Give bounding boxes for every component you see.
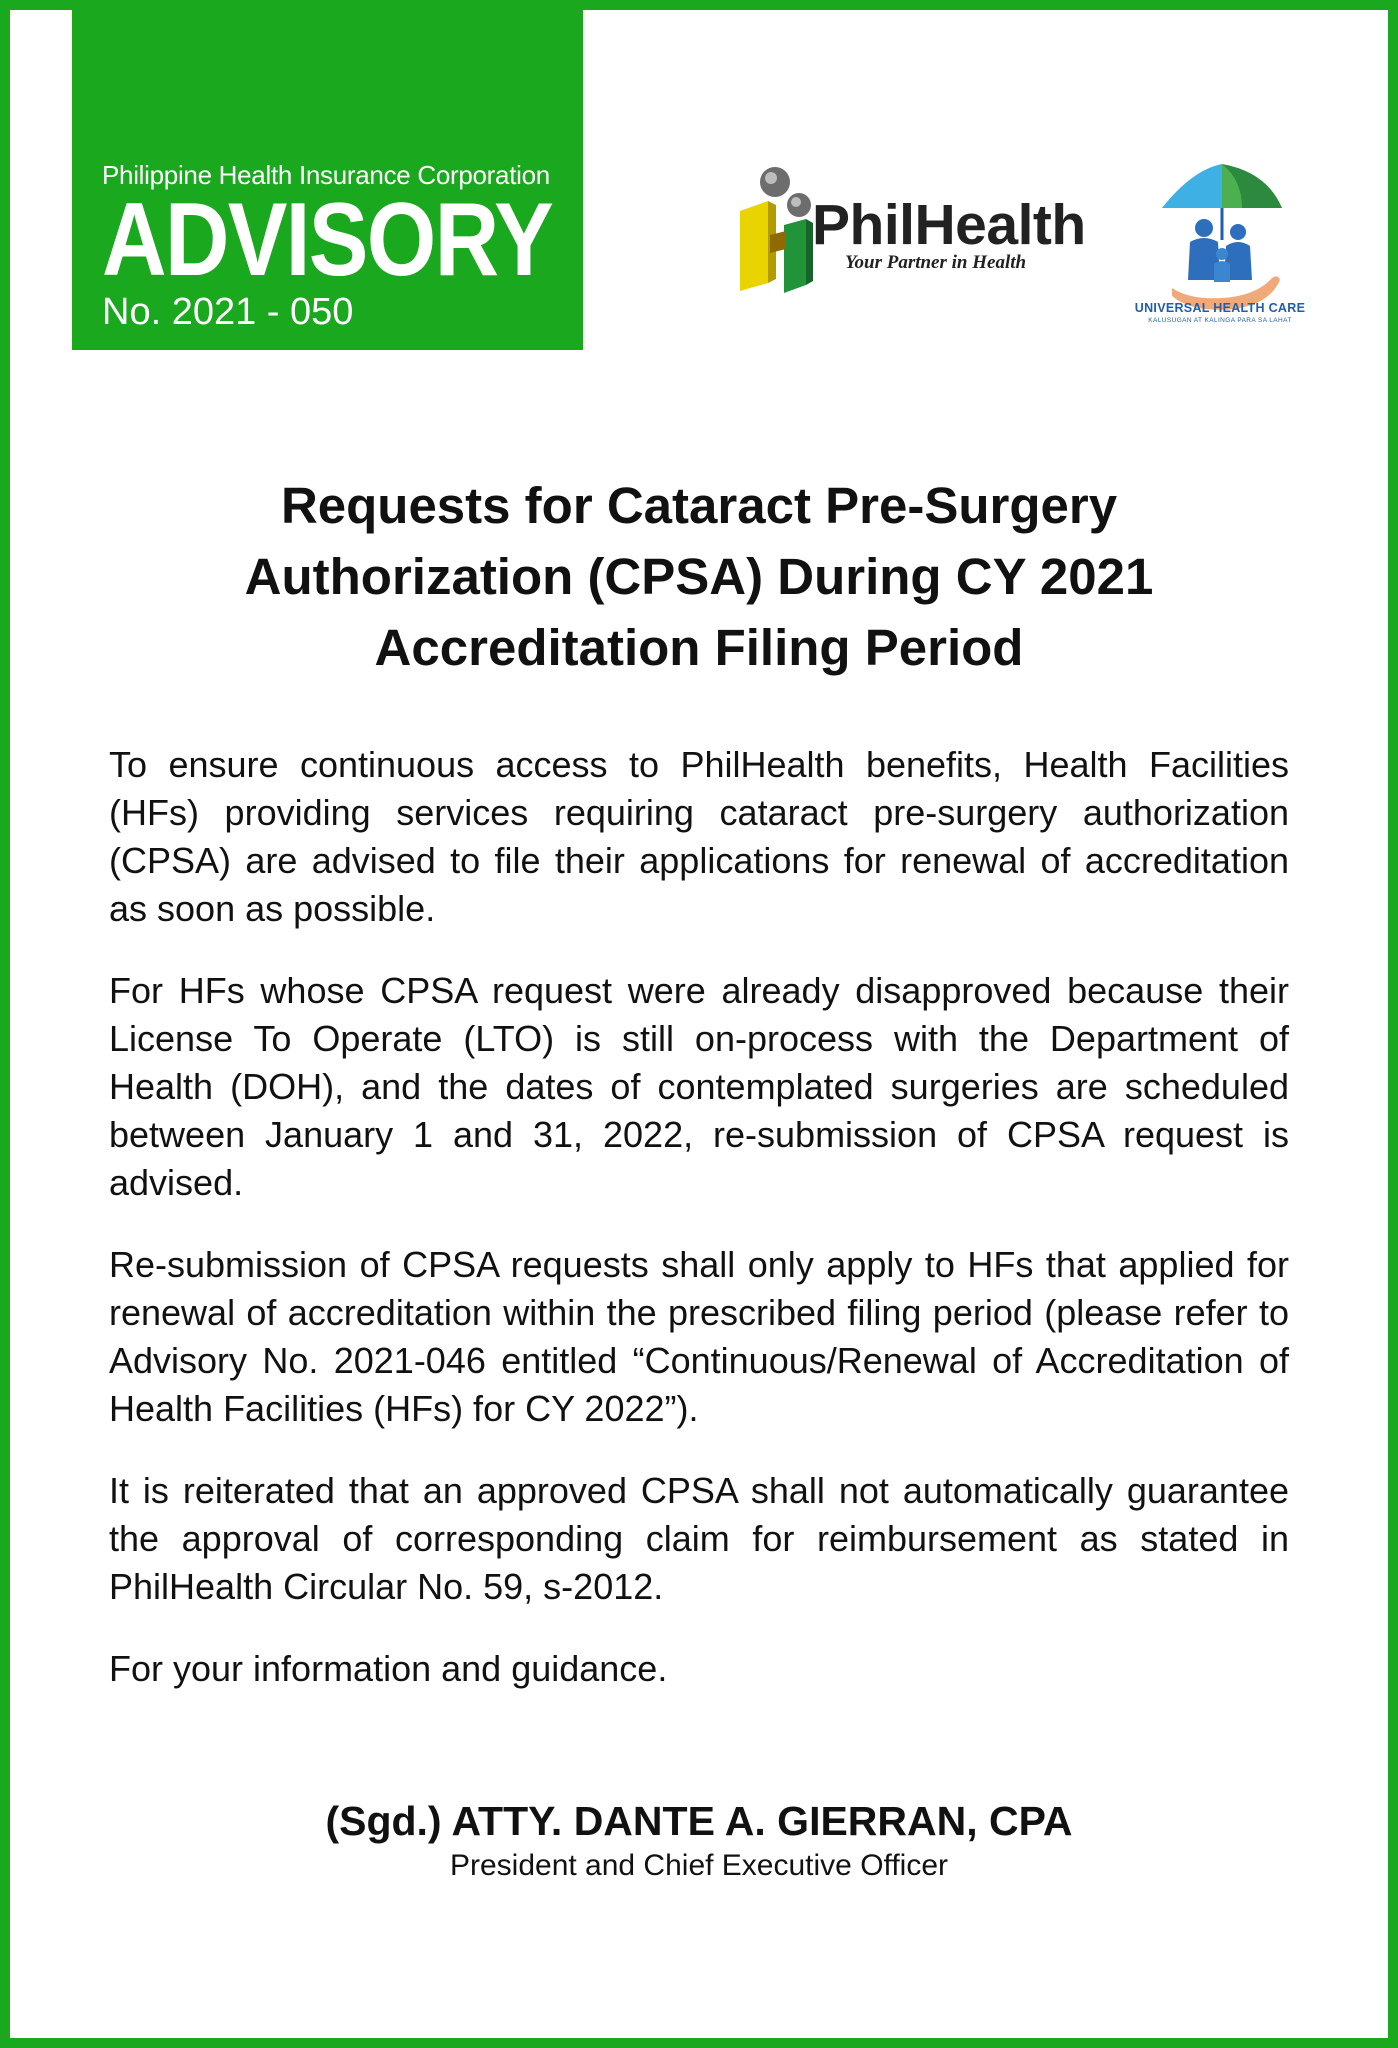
body-paragraph: Re-submission of CPSA requests shall only apply to HFs that applied for renewal of accreditation within the prescribed filing period (please refer to Advisory No. 2021-046 entitled “Continuous/Renewal of Accreditation of Health Facilities (HFs) for CY 2022”). xyxy=(109,1244,1289,1429)
signatory-name: (Sgd.) ATTY. DANTE A. GIERRAN, CPA xyxy=(325,1798,1073,1844)
body-paragraph: It is reiterated that an approved CPSA shall not automatically guarantee the approval of corresponding claim for reimbursement as stated in PhilHealth Circular No. 59, s-2012. xyxy=(109,1470,1289,1607)
title-line: Requests for Cataract Pre-Surgery xyxy=(280,477,1118,534)
advisory-body xyxy=(109,741,1289,1727)
organization-name: Philippine Health Insurance Corporation xyxy=(102,160,550,190)
advisory-title: ADVISORY xyxy=(102,182,553,298)
body-paragraph: To ensure continuous access to PhilHealth benefits, Health Facilities (HFs) providing services requiring cataract pre-surgery authorization (CPSA) are advised to file their applications for renewal of accreditation as soon as possible. xyxy=(109,744,1289,929)
philhealth-tagline: Your Partner in Health xyxy=(845,252,1027,273)
document-title xyxy=(80,470,1318,683)
uhc-name: UNIVERSAL HEALTH CARE xyxy=(1134,301,1306,315)
signatory-position: President and Chief Executive Officer xyxy=(449,1849,949,1882)
title-line: Accreditation Filing Period xyxy=(374,619,1024,676)
body-paragraph: For HFs whose CPSA request were already disapproved because their License To Operate (LTO) is still on-process with the Department of Health (DOH), and the dates of contemplated surgeries are scheduled between January 1 and 31, 2022, re-submission of CPSA request is advised. xyxy=(109,970,1289,1203)
title-line: Authorization (CPSA) During CY 2021 xyxy=(244,548,1154,605)
body-paragraph: For your information and guidance. xyxy=(109,1648,668,1689)
philhealth-wordmark: PhilHealth xyxy=(812,193,1086,257)
advisory-header xyxy=(72,0,583,350)
signature-block xyxy=(0,1796,1398,1886)
uhc-subtitle: KALUSUGAN AT KALINGA PARA SA LAHAT xyxy=(1148,317,1292,324)
advisory-number: No. 2021 - 050 xyxy=(102,291,354,333)
